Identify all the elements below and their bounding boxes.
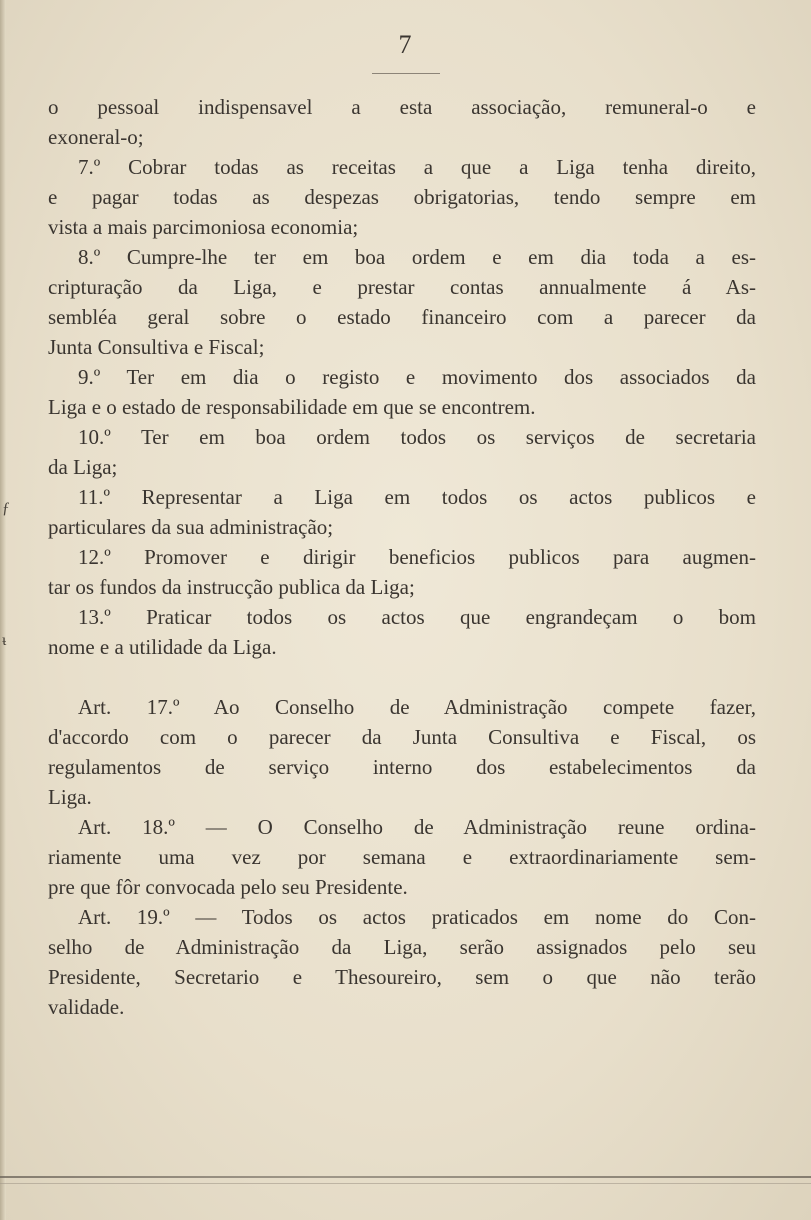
text-line: da Liga; bbox=[48, 455, 118, 479]
paragraph-gap bbox=[48, 662, 756, 692]
text-line: 7.º Cobrar todas as receitas a que a Liga tenha direito, bbox=[78, 155, 756, 179]
text-line: cripturação da Liga, e prestar contas annualmente á As- bbox=[48, 275, 756, 299]
text-line: o pessoal indispensavel a esta associação, remuneral-o e bbox=[48, 95, 756, 119]
text-line: particulares da sua administração; bbox=[48, 515, 334, 539]
text-line: Presidente, Secretario e Thesoureiro, sem o que não terão bbox=[48, 965, 756, 989]
text-line: 8.º Cumpre-lhe ter em boa ordem e em dia toda a es- bbox=[78, 245, 756, 269]
text-line: 10.º Ter em boa ordem todos os serviços de secretaria bbox=[78, 425, 756, 449]
text-line: Liga. bbox=[48, 785, 92, 809]
bottom-rule-secondary bbox=[0, 1183, 811, 1184]
margin-mark: ᵼ bbox=[2, 632, 7, 649]
text-line: Liga e o estado de responsabilidade em que se encontrem. bbox=[48, 395, 536, 419]
text-line: vista a mais parcimoniosa economia; bbox=[48, 215, 359, 239]
text-line: 13.º Praticar todos os actos que engrandeçam o bom bbox=[78, 605, 756, 629]
page-number-rule bbox=[372, 73, 440, 74]
text-line: riamente uma vez por semana e extraordinariamente sem- bbox=[48, 845, 756, 869]
text-line: 9.º Ter em dia o registo e movimento dos associados da bbox=[78, 365, 756, 389]
text-line: selho de Administração da Liga, serão assignados pelo seu bbox=[48, 935, 756, 959]
bottom-rule bbox=[0, 1176, 811, 1178]
margin-mark: ƒ bbox=[2, 500, 10, 517]
page-edge-shadow bbox=[0, 0, 6, 1220]
text-line: Art. 19.º — Todos os actos praticados em nome do Con- bbox=[78, 905, 756, 929]
text-line: exoneral-o; bbox=[48, 125, 144, 149]
text-line: e pagar todas as despezas obrigatorias, tendo sempre em bbox=[48, 185, 756, 209]
text-line: regulamentos de serviço interno dos estabelecimentos da bbox=[48, 755, 756, 779]
body-text bbox=[48, 92, 756, 1022]
text-line: validade. bbox=[48, 995, 125, 1019]
text-line: nome e a utilidade da Liga. bbox=[48, 635, 277, 659]
text-line: Art. 17.º Ao Conselho de Administração compete fazer, bbox=[78, 695, 756, 719]
text-line: d'accordo com o parecer da Junta Consultiva e Fiscal, os bbox=[48, 725, 756, 749]
page-number: 7 bbox=[398, 30, 413, 59]
text-line: 12.º Promover e dirigir beneficios publicos para augmen- bbox=[78, 545, 756, 569]
text-line: pre que fôr convocada pelo seu Presidente. bbox=[48, 875, 408, 899]
text-line: sembléa geral sobre o estado financeiro com a parecer da bbox=[48, 305, 756, 329]
text-line: 11.º Representar a Liga em todos os actos publicos e bbox=[78, 485, 756, 509]
text-line: Art. 18.º — O Conselho de Administração reune ordina- bbox=[78, 815, 756, 839]
text-line: Junta Consultiva e Fiscal; bbox=[48, 335, 265, 359]
text-line: tar os fundos da instrucção publica da Liga; bbox=[48, 575, 415, 599]
